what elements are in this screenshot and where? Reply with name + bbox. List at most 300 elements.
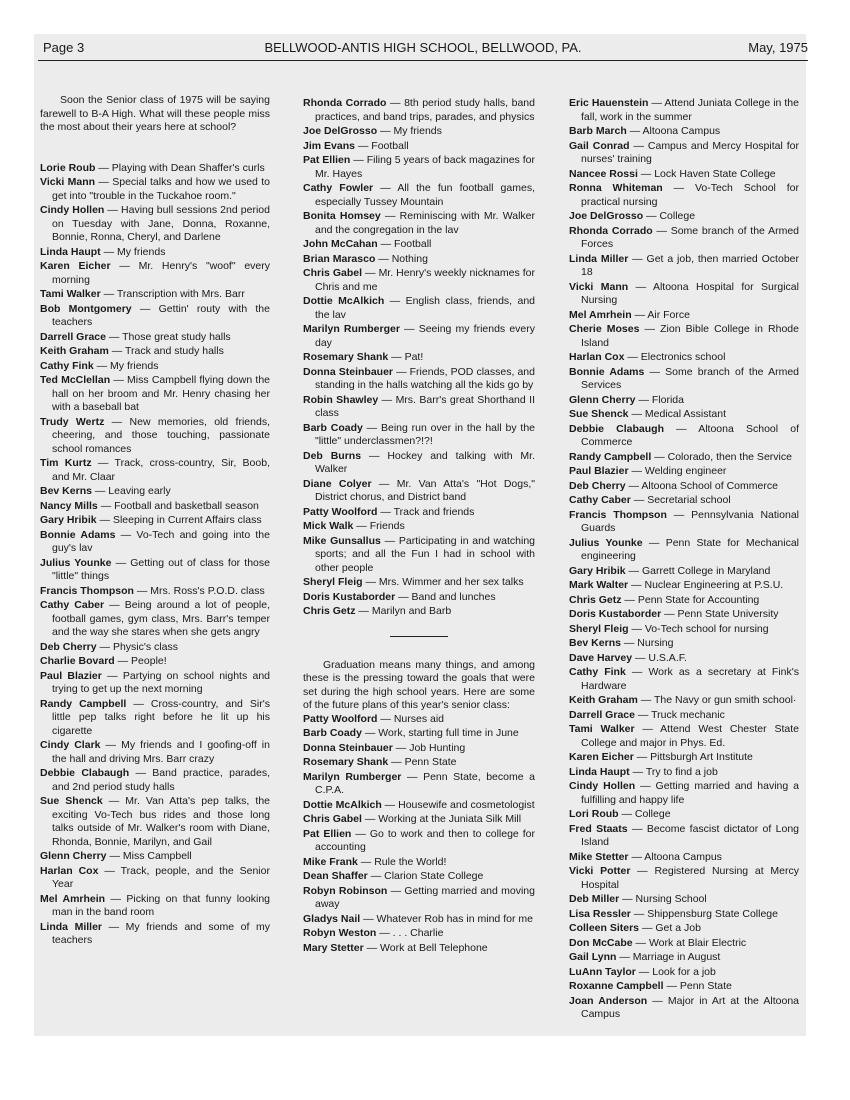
dash-separator: — <box>377 125 394 137</box>
dash-separator: — <box>362 421 381 434</box>
dash-separator: — <box>618 808 635 820</box>
entry-text: My friends <box>393 125 442 137</box>
entry-text: Pennsylvania National Guards <box>581 508 799 534</box>
plan-entry <box>569 451 799 465</box>
entry-text: Electronics school <box>640 351 726 363</box>
dash-separator: — <box>377 505 394 518</box>
dash-separator: — <box>629 139 648 152</box>
plan-entry <box>569 922 799 936</box>
entry-text: College <box>659 210 696 222</box>
dash-separator: — <box>628 408 645 420</box>
student-name: Pat Ellien <box>303 154 351 166</box>
dash-separator: — <box>381 798 399 811</box>
memory-entry <box>303 366 535 393</box>
dash-separator: — <box>666 508 692 521</box>
plan-entry <box>569 808 799 822</box>
dash-separator: — <box>619 893 636 905</box>
dash-separator: — <box>102 920 126 933</box>
entry-text: Seeing my friends every day <box>315 323 535 349</box>
student-name: Lorie Roub <box>40 161 96 174</box>
student-name: Patty Woolford <box>303 505 378 518</box>
student-name: Mike Gunsallus <box>303 534 381 547</box>
student-name: Ted McClellan <box>40 374 111 386</box>
plan-entry <box>569 281 799 308</box>
plan-entry <box>569 168 799 182</box>
student-name: Rhonda Corrado <box>303 97 387 109</box>
student-name: LuAnn Taylor <box>569 965 636 978</box>
memory-entry <box>40 641 270 655</box>
entry-text: Penn State <box>404 756 457 768</box>
memory-entry <box>40 331 270 345</box>
dash-separator: — <box>98 864 121 877</box>
dash-separator: — <box>639 323 661 335</box>
memory-entry <box>40 303 270 330</box>
memory-entry <box>303 520 535 534</box>
memory-entry <box>40 557 270 584</box>
entry-text: Getting out of class for those "little" things <box>52 556 270 582</box>
entry-text: 8th period study halls, band practices, and band trips, parades, and physics <box>315 97 535 123</box>
memory-entry <box>303 238 535 252</box>
plan-entry <box>569 182 799 209</box>
student-name: Nancy Mills <box>40 499 98 512</box>
student-name: John McCahan <box>303 238 378 250</box>
dash-separator: — <box>91 457 115 469</box>
column-1 <box>40 94 270 949</box>
student-name: Mike Stetter <box>569 850 629 863</box>
dash-separator: — <box>362 267 379 279</box>
dash-separator: — <box>114 655 132 667</box>
plan-entry <box>303 756 535 770</box>
plan-entry <box>569 465 799 479</box>
entry-text: Become fascist dictator of Long Island <box>581 822 800 848</box>
student-name: Tami Walker <box>569 723 635 735</box>
student-name: Bob Montgomery <box>40 302 132 315</box>
dash-separator: — <box>388 756 405 768</box>
dash-separator: — <box>628 280 653 293</box>
student-name: Nancee Rossi <box>569 167 638 180</box>
plan-entry <box>569 366 799 393</box>
dash-separator: — <box>628 252 647 265</box>
entry-text: Penn State, become a C.P.A. <box>315 770 535 796</box>
student-name: Gladys Nail <box>303 912 361 925</box>
entry-text: Football and basketball season <box>114 499 259 512</box>
plan-entry <box>569 908 799 922</box>
plan-entry <box>569 709 799 723</box>
entry-text: Zion Bible College in Rhode Island <box>581 323 799 349</box>
memory-entry <box>303 605 535 619</box>
dash-separator: — <box>395 590 412 603</box>
memory-entry <box>40 374 270 415</box>
plan-entry <box>303 828 535 855</box>
plan-entry <box>569 394 799 408</box>
entry-text: Clarion State College <box>384 870 484 882</box>
dash-separator: — <box>637 167 655 180</box>
dash-separator: — <box>95 161 112 174</box>
student-name: Bonnie Adams <box>40 528 116 541</box>
memory-entry <box>40 457 270 484</box>
entry-text: Welding engineer <box>644 465 727 477</box>
student-name: Barb Coady <box>303 727 362 739</box>
dash-separator: — <box>628 850 645 863</box>
student-name: Cindy Hollen <box>569 780 636 792</box>
entry-text: Participating in and watching sports; and all the Fun I had in school with other people <box>315 534 536 574</box>
dash-separator: — <box>96 514 113 526</box>
entry-text: English class, friends, and the lav <box>315 295 535 321</box>
student-name: Donna Steinbauer <box>303 741 393 754</box>
entry-text: Attend Juniata College in the fall, work in the summer <box>581 97 799 123</box>
entry-text: Being around a lot of people, football games, gym class, Mrs. Barr's temper and the way she stares when she gets angry <box>52 599 270 638</box>
plan-entry <box>569 97 799 124</box>
plan-entry <box>569 893 799 907</box>
dash-separator: — <box>632 651 649 664</box>
student-name: Fred Staats <box>569 822 628 835</box>
student-name: Cathy Caber <box>40 599 105 611</box>
dash-separator: — <box>97 499 115 512</box>
student-name: Cindy Hollen <box>40 204 105 216</box>
entry-text: Miss Campbell flying down the hall on her broom and Mr. Henry chasing her with a baseball bat <box>52 374 270 413</box>
student-name: Francis Thompson <box>569 508 667 521</box>
entry-text: Work at Blair Electric <box>648 936 747 949</box>
memory-entry <box>40 655 270 669</box>
entry-text: Penn State for Accounting <box>637 593 760 606</box>
student-name: Rhonda Corrado <box>569 224 653 237</box>
student-name: Deb Cherry <box>569 479 626 492</box>
student-name: Ronna Whiteman <box>569 182 663 194</box>
dash-separator: — <box>644 365 666 378</box>
dash-separator: — <box>635 780 656 792</box>
plan-entry <box>569 537 799 564</box>
dash-separator: — <box>126 697 151 710</box>
dash-separator: — <box>361 813 379 825</box>
student-name: Keith Graham <box>40 345 109 357</box>
student-name: Paul Blazier <box>40 669 102 682</box>
dash-separator: — <box>629 765 646 778</box>
plan-entry <box>569 865 799 892</box>
plan-entry <box>569 951 799 965</box>
entry-text: Vo-Tech and going into the guy's lav <box>52 528 270 554</box>
student-name: Colleen Siters <box>569 922 640 934</box>
entry-text: Shippensburg State College <box>647 907 778 920</box>
plan-entry <box>569 423 799 450</box>
student-name: Dean Shaffer <box>303 870 368 882</box>
memory-entry <box>40 162 270 176</box>
entry-text: Medical Assistant <box>644 408 726 420</box>
dash-separator: — <box>361 449 388 462</box>
plan-entry <box>569 966 799 980</box>
plan-entry <box>569 751 799 765</box>
entry-text: Pat! <box>404 351 424 363</box>
dash-separator: — <box>651 450 668 463</box>
dash-separator: — <box>108 345 126 357</box>
entry-text: Leaving early <box>108 485 171 497</box>
entry-text: Campus and Mercy Hospital for nurses' training <box>581 139 799 165</box>
student-name: Rosemary Shank <box>303 756 389 768</box>
student-name: Joe DelGrosso <box>569 210 644 222</box>
plan-entry <box>569 480 799 494</box>
entry-text: My friends <box>117 245 166 258</box>
student-name: Chris Gabel <box>303 267 363 279</box>
student-name: Vicki Mann <box>569 280 629 293</box>
entry-text: Job Hunting <box>409 741 466 754</box>
memory-entry <box>40 260 270 287</box>
section-divider <box>390 636 448 637</box>
plan-entry <box>569 637 799 651</box>
plan-entry <box>569 723 799 750</box>
memory-entry <box>40 416 270 457</box>
dash-separator: — <box>367 870 385 882</box>
student-name: Mick Walk <box>303 520 354 532</box>
dash-separator: — <box>664 422 699 435</box>
student-name: Dottie McAlkich <box>303 798 382 811</box>
student-name: Joe DelGrosso <box>303 125 378 137</box>
plan-entry <box>569 565 799 579</box>
entry-text: Marriage in August <box>632 951 721 963</box>
dash-separator: — <box>131 302 159 315</box>
dash-separator: — <box>652 224 671 237</box>
memory-entry <box>303 253 535 267</box>
plan-entry <box>569 995 799 1022</box>
student-name: Gary Hribik <box>569 564 626 577</box>
student-name: Julius Younke <box>569 536 643 549</box>
plan-entry <box>303 870 535 884</box>
plan-entry <box>569 652 799 666</box>
student-name: Paul Blazier <box>569 465 629 477</box>
student-name: Robin Shawley <box>303 393 379 406</box>
entry-text: Track and study halls <box>125 345 224 357</box>
dash-separator: — <box>620 637 638 649</box>
dash-separator: — <box>371 477 397 490</box>
entry-text: My friends and I goofing-off in the hall and driving Mrs. Barr crazy <box>52 739 270 765</box>
memory-entry <box>40 204 270 245</box>
student-name: Randy Campbell <box>40 697 127 710</box>
entry-text: Football <box>394 238 432 250</box>
entry-text: Major in Art at the Altoona Campus <box>581 994 799 1020</box>
student-name: Sue Shenck <box>569 408 629 420</box>
student-name: Charlie Bovard <box>40 655 115 667</box>
entry-text: Sleeping in Current Affairs class <box>112 514 262 526</box>
dash-separator: — <box>630 865 655 877</box>
student-name: Randy Campbell <box>569 450 652 463</box>
entry-text: Garrett College in Maryland <box>641 564 771 577</box>
student-name: Mark Walter <box>569 579 629 591</box>
student-name: Deb Cherry <box>40 640 97 653</box>
student-name: Joan Anderson <box>569 994 648 1007</box>
student-name: Glenn Cherry <box>569 393 636 406</box>
entry-text: Look for a job <box>652 965 716 978</box>
student-name: Gail Lynn <box>569 951 617 963</box>
entry-text: Transcription with Mrs. Barr <box>116 288 245 300</box>
student-name: Gary Hribik <box>40 514 97 526</box>
dash-separator: — <box>637 694 655 706</box>
entry-text: Vo-Tech School for practical nursing <box>581 182 799 208</box>
dash-separator: — <box>95 176 113 188</box>
entry-text: Mr. Henry's weekly nicknames for Chris and me <box>315 267 535 293</box>
student-name: Harlan Cox <box>569 351 625 363</box>
dash-separator: — <box>355 605 372 617</box>
student-name: Barb Coady <box>303 421 363 434</box>
student-name: Patty Woolford <box>303 712 378 725</box>
memory-entry <box>40 485 270 499</box>
entry-text: Playing with Dean Shaffer's curls <box>111 161 265 174</box>
entry-text: Altoona School of Commerce <box>641 479 778 492</box>
entry-text: Having bull sessions 2nd period on Tuesday with Jane, Donna, Roxanne, Bonnie, Ronna, Cheryl, and Darlene <box>52 204 270 243</box>
issue-date: May, 1975 <box>748 40 808 55</box>
entry-text: Being run over in the hall by the "little" underclassmen?!?! <box>315 421 535 447</box>
dash-separator: — <box>104 204 122 216</box>
memory-entry <box>303 591 535 605</box>
entry-text: College <box>634 808 671 820</box>
plan-entry <box>303 856 535 870</box>
plan-entry <box>303 713 535 727</box>
student-name: Glenn Cherry <box>40 850 107 862</box>
memory-entry <box>40 529 270 556</box>
student-name: Rosemary Shank <box>303 351 389 363</box>
entry-text: Football <box>371 139 409 152</box>
dash-separator: — <box>625 479 642 492</box>
entry-text: Go to work and then to college for accounting <box>315 827 536 853</box>
entry-text: Picking on that funny looking man in the band room <box>52 892 270 918</box>
memory-entry <box>40 599 270 640</box>
entry-text: Truck mechanic <box>651 708 725 721</box>
memory-entry <box>303 140 535 154</box>
memory-entry <box>303 351 535 365</box>
student-name: Harlan Cox <box>40 864 99 877</box>
memory-entry <box>303 210 535 237</box>
dash-separator: — <box>642 536 666 549</box>
dash-separator: — <box>378 393 396 406</box>
dash-separator: — <box>631 308 648 321</box>
dash-separator: — <box>377 712 394 725</box>
dash-separator: — <box>648 97 665 109</box>
student-name: Sue Shenck <box>40 795 103 807</box>
plan-entry <box>569 351 799 365</box>
dash-separator: — <box>634 723 661 735</box>
student-name: Dottie McAlkich <box>303 295 385 307</box>
dash-separator: — <box>100 288 117 300</box>
student-name: Vicki Potter <box>569 865 631 877</box>
student-name: Tami Walker <box>40 288 101 300</box>
plan-entry <box>569 594 799 608</box>
student-name: Diane Colyer <box>303 477 372 490</box>
dash-separator: — <box>634 708 652 721</box>
memory-entry <box>303 97 535 124</box>
plan-entry <box>569 623 799 637</box>
dash-separator: — <box>363 941 381 954</box>
entry-text: Work as a secretary at Fink's Hardware <box>581 666 799 692</box>
plan-entry <box>569 408 799 422</box>
entry-text: The Navy or gun smith school· <box>654 694 797 706</box>
entry-text: Pittsburgh Art Institute <box>650 751 753 763</box>
plan-entry <box>569 253 799 280</box>
memory-entry <box>303 535 535 576</box>
entry-text: Band practice, parades, and 2nd period study halls <box>52 767 270 793</box>
memory-entry <box>303 295 535 322</box>
student-name: Eric Hauenstein <box>569 97 649 109</box>
dash-separator: — <box>104 599 125 611</box>
dash-separator: — <box>376 927 393 939</box>
dash-separator: — <box>628 622 645 635</box>
student-name: Deb Miller <box>569 893 620 905</box>
plan-entry <box>569 323 799 350</box>
memory-entry <box>40 500 270 514</box>
entry-text: Try to find a job <box>645 765 718 778</box>
plan-entry <box>569 980 799 994</box>
entry-text: Altoona Campus <box>642 125 721 137</box>
memory-entry <box>40 698 270 739</box>
student-name: Darrell Grace <box>40 330 106 343</box>
student-name: Cherie Moses <box>569 323 640 335</box>
dash-separator: — <box>100 739 122 751</box>
dash-separator: — <box>129 767 153 779</box>
entry-text: Friends <box>369 520 405 532</box>
dash-separator: — <box>354 139 372 152</box>
dash-separator: — <box>101 669 123 682</box>
student-name: Roxanne Campbell <box>569 980 664 992</box>
dash-separator: — <box>625 666 649 678</box>
entry-text: Lock Haven State College <box>654 167 776 180</box>
entry-text: Miss Campbell <box>122 850 192 862</box>
plan-entry <box>569 210 799 224</box>
student-name: Barb March <box>569 125 627 137</box>
dash-separator: — <box>647 994 668 1007</box>
dash-separator: — <box>104 415 130 428</box>
memory-entry <box>303 506 535 520</box>
entry-text: Altoona School of Commerce <box>581 422 799 448</box>
entry-text: Nothing <box>391 252 428 265</box>
student-name: Brian Marasco <box>303 252 376 265</box>
dash-separator: — <box>626 125 643 137</box>
student-name: Jim Evans <box>303 139 355 152</box>
plan-entry <box>569 608 799 622</box>
dash-separator: — <box>91 485 109 497</box>
student-name: Cindy Clark <box>40 739 101 751</box>
entry-text: Work, starting full time in June <box>378 727 519 739</box>
memory-entry <box>40 246 270 260</box>
entry-text: Get a Job <box>655 922 701 934</box>
student-name: Don McCabe <box>569 936 633 949</box>
entry-text: Mr. Van Atta's pep talks, the exciting Vo-Tech bus rides and those long talks outside of Mr. Walker's room with Diane, Rhonda, Bonnie, Marilyn, and Gail <box>52 795 271 848</box>
dash-separator: — <box>392 741 410 754</box>
student-name: Donna Steinbauer <box>303 365 393 378</box>
plan-entry <box>569 666 799 693</box>
plan-entry <box>303 927 535 941</box>
entry-text: U.S.A.F. <box>648 651 687 664</box>
student-name: Robyn Weston <box>303 927 377 939</box>
student-name: Chris Gabel <box>303 813 362 825</box>
dash-separator: — <box>386 97 405 109</box>
memory-entry <box>303 450 535 477</box>
entry-text: Track and friends <box>393 505 475 518</box>
memory-entry <box>40 585 270 599</box>
memory-entry <box>303 478 535 505</box>
student-name: Linda Miller <box>569 252 629 265</box>
plan-entry <box>569 780 799 807</box>
dash-separator: — <box>93 359 111 372</box>
student-name: Bev Kerns <box>40 485 92 497</box>
entry-text: Nursing <box>637 637 674 649</box>
student-name: Chris Getz <box>303 605 356 617</box>
plan-entry <box>569 579 799 593</box>
entry-text: Whatever Rob has in mind for me <box>376 912 533 925</box>
memory-entry <box>303 154 535 181</box>
dash-separator: — <box>96 640 113 653</box>
dash-separator: — <box>628 579 645 591</box>
memory-entry <box>303 576 535 590</box>
plan-entry <box>569 823 799 850</box>
dash-separator: — <box>115 528 137 541</box>
entry-text: Some branch of the Armed Services <box>581 365 800 391</box>
student-name: Cathy Fink <box>569 666 626 678</box>
